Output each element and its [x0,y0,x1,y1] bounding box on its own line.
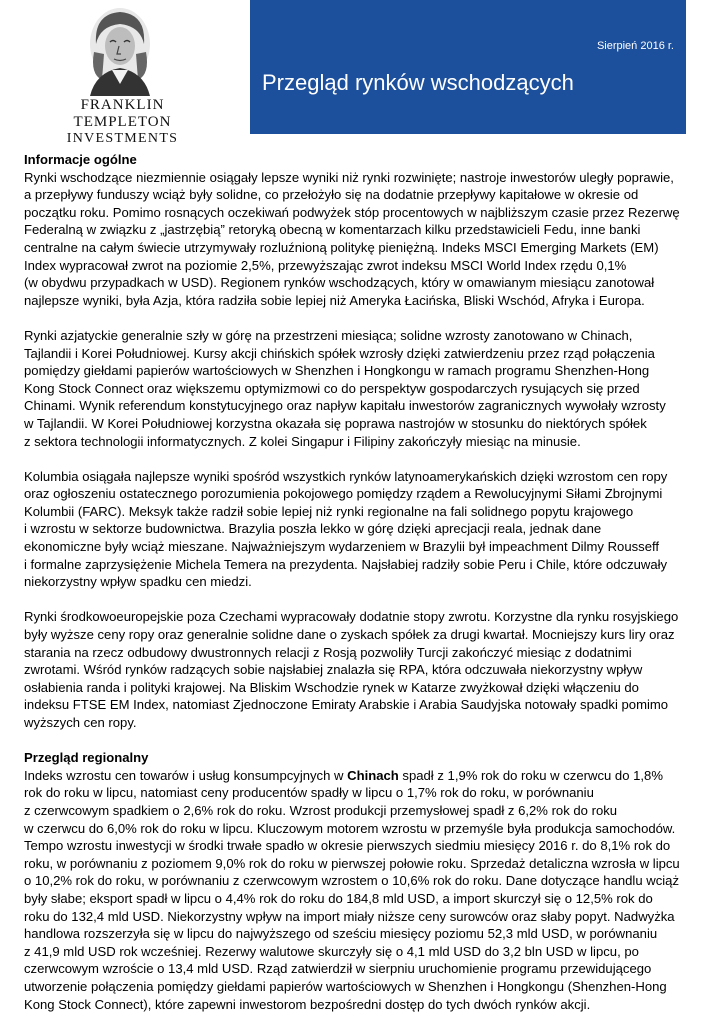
paragraph: Kolumbia osiągała najlepsze wyniki spośród wszystkich rynków latynoamerykańskich dzięki wzrostom cen ropy oraz ogłoszeniu ostatecznego porozumienia pokojowego pomiędzy rządem a Rewolucyjnymi Siłami Zbrojnymi Kolumbii (FARC). Meksyk także radził sobie lepiej niż rynki regionalne na fali solidnego popytu krajowego i wzrostu w sektorze budownictwa. Brazylia poszła lekko w górę dzięki aprecjacji reala, jednak dane ekonomiczne były wciąż mieszane. Najważniejszym wydarzeniem w Brazylii był impeachment Dilmy Rousseff i formalne zaprzysiężenie Michela Temera na prezydenta. Najsłabiej radziły sobie Peru i Chile, które odczuwały niekorzystny wpływ spadku cen miedzi. [24,468,668,590]
paragraph: Rynki azjatyckie generalnie szły w górę na przestrzeni miesiąca; solidne wzrosty zanotowano w Chinach, Tajlandii i Korei Południowej. Kursy akcji chińskich spółek wzrosły dzięki zatwierdzeniu przez rząd połączenia pomiędzy giełdami papierów wartościowych w Shenzhen i Hongkongu w ramach programu Shenzhen-Hong Kong Stock Connect oraz większemu optymizmowi co do perspektyw gospodarczych rysujących się przed Chinami. Wynik referendum konstytucyjnego oraz napływ kapitału inwestorów zagranicznych wywołały wzrosty w Tajlandii. W Korei Południowej korzystna okazała się poprawa nastrojów w stosunku do niektórych spółek z sektora technologii informatycznych. Z kolei Singapur i Filipiny zakończyły miesiąc na minusie. [24,327,666,449]
brand-name [30,97,215,147]
report-title: Przegląd rynków wschodzących [262,70,574,95]
benjamin-franklin-portrait-icon [82,4,158,96]
document-body [24,151,694,1031]
paragraph-text: spadł z 1,9% rok do roku w czerwcu do 1,8% rok do roku w lipcu, natomiast ceny producentów spadły w lipcu o 1,7% rok do roku, w porównaniu z czerwcowym spadkiem o 2,6% rok do roku. Wzrost produkcji przemysłowej spadł z 6,2% rok do roku w czerwcu do 6,0% rok do roku w lipcu. Kluczowym motorem wzrostu w przemyśle była produkcja samochodów. Tempo wzrostu inwestycji w środki trwałe spadło w okresie pierwszych siedmiu miesięcy 2016 r. do 8,1% rok do roku, w porównaniu z poziomem 9,0% rok do roku w pierwszej połowie roku. Sprzedaż detaliczna wzrosła w lipcu o 10,2% rok do roku, w porównaniu z czerwcowym wzrostem o 10,6% rok do roku. Dane dotyczące handlu wciąż były słabe; eksport spadł w lipcu o 4,4% rok do roku do 184,8 mld USD, a import skurczył się o 12,5% rok do roku do 132,4 mld USD. Niekorzystny wpływ na import miały niższe ceny surowców oraz słaby popyt. Nadwyżka handlowa rozszerzyła się w lipcu do najwyższego od sześciu miesięcy poziomu 52,3 mld USD, w porównaniu z 41,9 mld USD rok wcześniej. Rezerwy walutowe skurczyły się o 4,1 mld USD do 3,2 bln USD w lipcu, po czerwcowym wzroście o 13,4 mld USD. Rząd zatwierdził w sierpniu uruchomienie programu przewidującego utworzenie połączenia pomiędzy giełdami papierów wartościowych w Shenzhen i Hongkongu (Shenzhen-Hong Kong Stock Connect), które zapewni inwestorom bezpośredni dostęp do tych dwóch rynków akcji. [24,767,680,1012]
header-banner [250,0,686,134]
bold-country-name: Chinach [347,767,399,783]
brand-line-2: INVESTMENTS [66,131,179,146]
section-heading-general: Informacje ogólne [24,152,137,167]
paragraph: Rynki wschodzące niezmiennie osiągały lepsze wyniki niż rynki rozwinięte; nastroje inwestorów uległy poprawie, a przepływy funduszy wciąż były solidne, co przełożyło się na dodatnie przepływy kapitałowe w okresie od początku roku. Pomimo rosnących oczekiwań podwyżek stóp procentowych w najbliższym czasie przez Rezerwę Federalną w związku z „jastrzębią” retoryką obecną w komentarzach kilku przedstawicieli Fedu, inne banki centralne na całym świecie utrzymywały rozluźnioną politykę pieniężną. Indeks MSCI Emerging Markets (EM) Index wypracował zwrot na poziomie 2,5%, przewyższając zwrot indeksu MSCI World Index rzędu 0,1% (w obydwu przypadkach w USD). Regionem rynków wschodzących, który w omawianym miesiącu zanotował najlepsze wyniki, była Azja, która radziła sobie lepiej niż Ameryka Łacińska, Bliski Wschód, Afryka i Europa. [24,169,680,308]
paragraph-regional [24,767,694,1013]
section-heading-regional: Przegląd regionalny [24,750,149,766]
brand-line-1: FRANKLIN TEMPLETON [73,97,172,130]
paragraph-text: Indeks wzrostu cen towarów i usług konsumpcyjnych w [24,767,348,783]
paragraph: Rynki środkowoeuropejskie poza Czechami wypracowały dodatnie stopy zwrotu. Korzystne dla rynku rosyjskiego były wyższe ceny ropy oraz generalnie solidne dane o zyskach spółek za drugi kwartał. Mocniejszy kurs liry oraz starania na rzecz odbudowy dwustronnych relacji z Rosją pozwoliły Turcji zakończyć miesiąc z dodatnimi zwrotami. Wśród rynków radzących sobie najsłabiej znalazła się RPA, która odczuwała niekorzystny wpływ osłabienia randa i polityki krajowej. Na Bliskim Wschodzie rynek w Katarze zwyżkował dzięki włączeniu do indeksu FTSE EM Index, natomiast Zjednoczone Emiraty Arabskie i Arabia Saudyjska notowały spadki pomimo wyższych cen ropy. [24,609,679,730]
company-logo [30,4,215,146]
report-date: Sierpień 2016 r. [596,40,674,52]
